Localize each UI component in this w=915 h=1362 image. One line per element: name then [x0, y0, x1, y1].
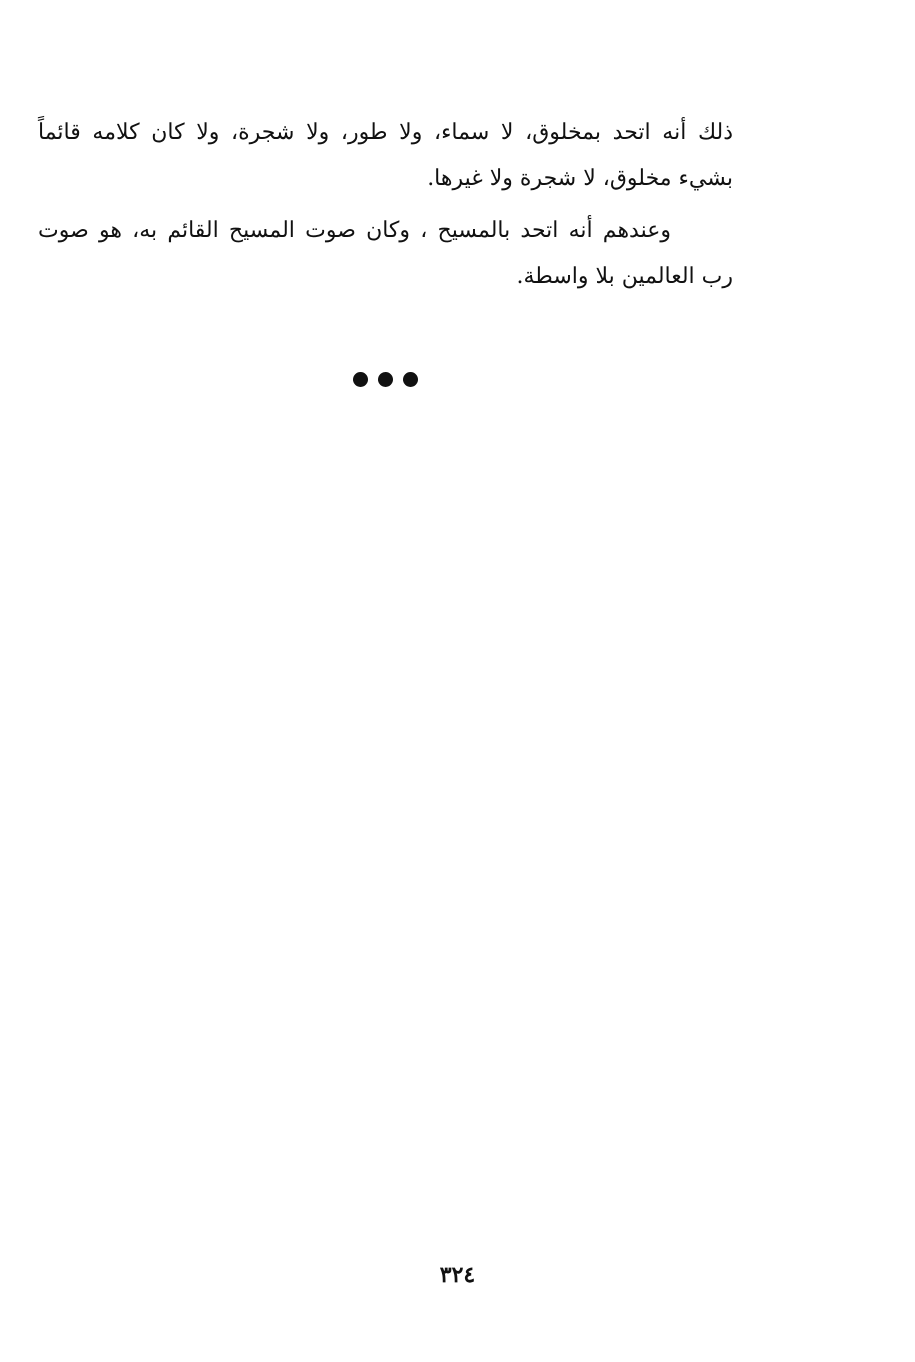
paragraph-2: وعندهم أنه اتحد بالمسيح ، وكان صوت المسيح القائم به، هو صوت رب العالمين بلا واسطة.	[38, 218, 733, 289]
separator-dot	[378, 372, 393, 387]
separator-dot	[403, 372, 418, 387]
paragraph-1: ذلك أنه اتحد بمخلوق، لا سماء، ولا طور، ولا شجرة، ولا كان كلامه قائماً بشيء مخلوق، لا شجرة ولا غيرها.	[38, 120, 733, 191]
body-text	[38, 110, 733, 300]
separator-dot	[353, 372, 368, 387]
page-number: ٣٢٤	[439, 1262, 476, 1288]
section-separator	[340, 372, 430, 387]
